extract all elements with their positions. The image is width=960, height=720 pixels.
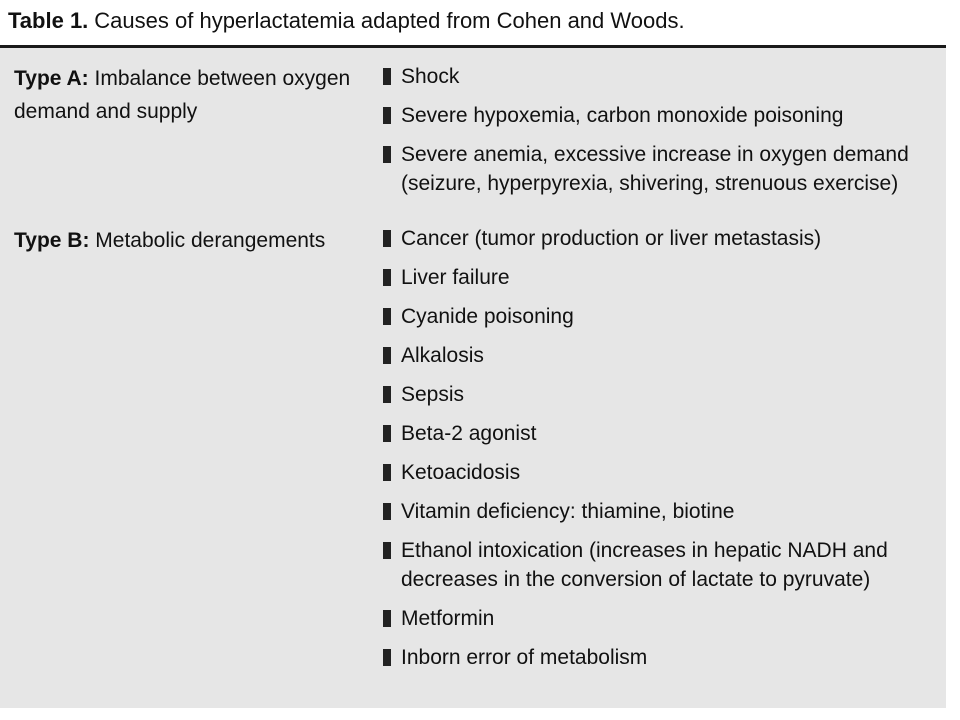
type-b-description: Metabolic derangements xyxy=(95,229,326,252)
cause-item-text: Liver failure xyxy=(401,266,510,289)
type-a-description: Imbalance between oxygen demand and supply xyxy=(14,67,351,123)
cause-item-text: Shock xyxy=(401,65,460,88)
cause-item xyxy=(383,263,928,292)
cause-item-text: Vitamin deficiency: thiamine, biotine xyxy=(401,500,735,523)
bullet-icon xyxy=(383,347,391,364)
bullet-icon xyxy=(383,503,391,520)
cause-item xyxy=(383,341,928,370)
cause-item-text: Inborn error of metabolism xyxy=(401,646,648,669)
cause-item-text: Ethanol intoxication (increases in hepatic NADH and decreases in the conversion of lactate to pyruvate) xyxy=(401,539,888,591)
type-b-cell xyxy=(14,224,359,257)
cause-item-text: Alkalosis xyxy=(401,344,484,367)
cause-item xyxy=(383,419,928,448)
cause-item-text: Severe anemia, excessive increase in oxygen demand (seizure, hyperpyrexia, shivering, strenuous exercise) xyxy=(401,143,909,195)
bullet-icon xyxy=(383,107,391,124)
cause-item xyxy=(383,380,928,409)
type-a-name: Type A: xyxy=(14,67,89,90)
bullet-icon xyxy=(383,308,391,325)
bullet-icon xyxy=(383,146,391,163)
cause-item xyxy=(383,302,928,331)
cause-item-text: Sepsis xyxy=(401,383,465,406)
bullet-icon xyxy=(383,542,391,559)
type-a-cause-list xyxy=(383,62,928,208)
bullet-icon xyxy=(383,425,391,442)
type-a-cell xyxy=(14,62,359,128)
bullet-icon xyxy=(383,269,391,286)
cause-item xyxy=(383,604,928,633)
cause-item-text: Ketoacidosis xyxy=(401,461,521,484)
bullet-icon xyxy=(383,464,391,481)
cause-item-text: Beta-2 agonist xyxy=(401,422,537,445)
cause-item xyxy=(383,643,928,672)
cause-item-text: Metformin xyxy=(401,607,495,630)
bullet-icon xyxy=(383,649,391,666)
table-caption xyxy=(8,6,685,36)
cause-item xyxy=(383,497,928,526)
bullet-icon xyxy=(383,610,391,627)
table-caption-label: Table 1. xyxy=(8,8,89,33)
bullet-icon xyxy=(383,68,391,85)
cause-item xyxy=(383,140,928,198)
cause-item xyxy=(383,458,928,487)
type-b-name: Type B: xyxy=(14,229,90,252)
table-caption-text: Causes of hyperlactatemia adapted from Cohen and Woods. xyxy=(94,8,685,33)
cause-item xyxy=(383,101,928,130)
type-b-cause-list xyxy=(383,224,928,682)
cause-item-text: Cyanide poisoning xyxy=(401,305,574,328)
cause-item-text: Cancer (tumor production or liver metastasis) xyxy=(401,227,822,250)
bullet-icon xyxy=(383,386,391,403)
cause-item xyxy=(383,536,928,594)
cause-item-text: Severe hypoxemia, carbon monoxide poisoning xyxy=(401,104,844,127)
cause-item xyxy=(383,224,928,253)
bullet-icon xyxy=(383,230,391,247)
cause-item xyxy=(383,62,928,91)
